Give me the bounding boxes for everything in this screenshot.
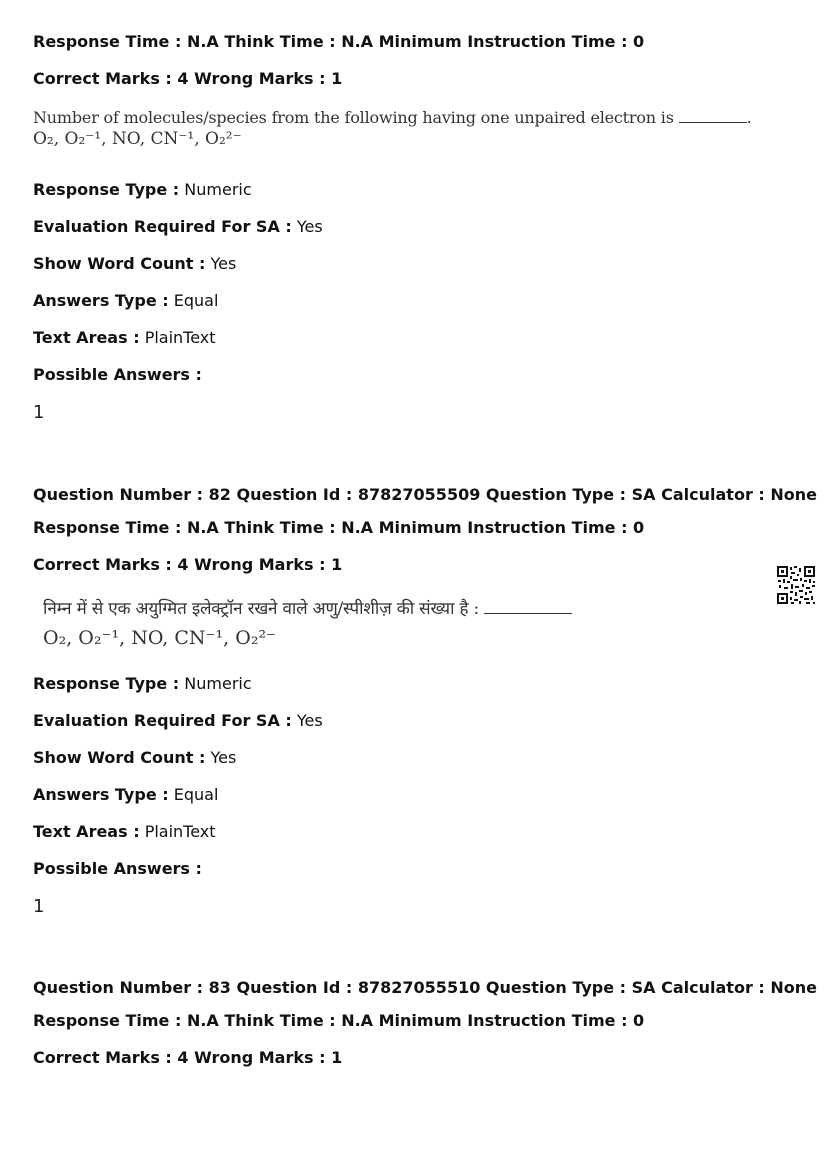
marks-line-83: Correct Marks : 4 Wrong Marks : 1 [33,1048,343,1067]
possible-answer-82: 1 [33,896,45,917]
possible-answers-label-82: Possible Answers : [33,859,202,878]
text-areas-82: Text Areas : PlainText [33,822,216,841]
timing-line-83: Response Time : N.A Think Time : N.A Minimum Instruction Time : 0 [33,1011,645,1030]
species-list-81: O₂, O₂⁻¹, NO, CN⁻¹, O₂²⁻ [33,129,242,149]
text-areas-81: Text Areas : PlainText [33,328,216,347]
qr-code-icon [776,565,816,605]
response-type-82: Response Type : Numeric [33,674,252,693]
timing-line-82: Response Time : N.A Think Time : N.A Minimum Instruction Time : 0 [33,518,645,537]
marks-line-82: Correct Marks : 4 Wrong Marks : 1 [33,555,343,574]
question-image-82 [43,596,572,649]
word-count-81: Show Word Count : Yes [33,254,237,273]
species-list-82: O₂, O₂⁻¹, NO, CN⁻¹, O₂²⁻ [43,627,277,649]
eval-required-82: Evaluation Required For SA : Yes [33,711,323,730]
question-header-83: Question Number : 83 Question Id : 87827055510 Question Type : SA Calculator : None [33,978,817,997]
possible-answer-81: 1 [33,402,45,423]
response-type-81: Response Type : Numeric [33,180,252,199]
answers-type-81: Answers Type : Equal [33,291,219,310]
question-header-82: Question Number : 82 Question Id : 87827055509 Question Type : SA Calculator : None [33,485,817,504]
question-end-81: . [746,108,752,127]
eval-required-81: Evaluation Required For SA : Yes [33,217,323,236]
possible-answers-label-81: Possible Answers : [33,365,202,384]
marks-line-81: Correct Marks : 4 Wrong Marks : 1 [33,69,343,88]
answers-type-82: Answers Type : Equal [33,785,219,804]
question-image-81 [33,108,752,149]
word-count-82: Show Word Count : Yes [33,748,237,767]
timing-line-81: Response Time : N.A Think Time : N.A Minimum Instruction Time : 0 [33,32,645,51]
question-text-81: Number of molecules/species from the following having one unpaired electron is [33,108,674,127]
question-text-82: निम्न में से एक अयुग्मित इलेक्ट्रॉन रखने वाले अणु/स्पीशीज़ की संख्या है : [43,599,480,619]
